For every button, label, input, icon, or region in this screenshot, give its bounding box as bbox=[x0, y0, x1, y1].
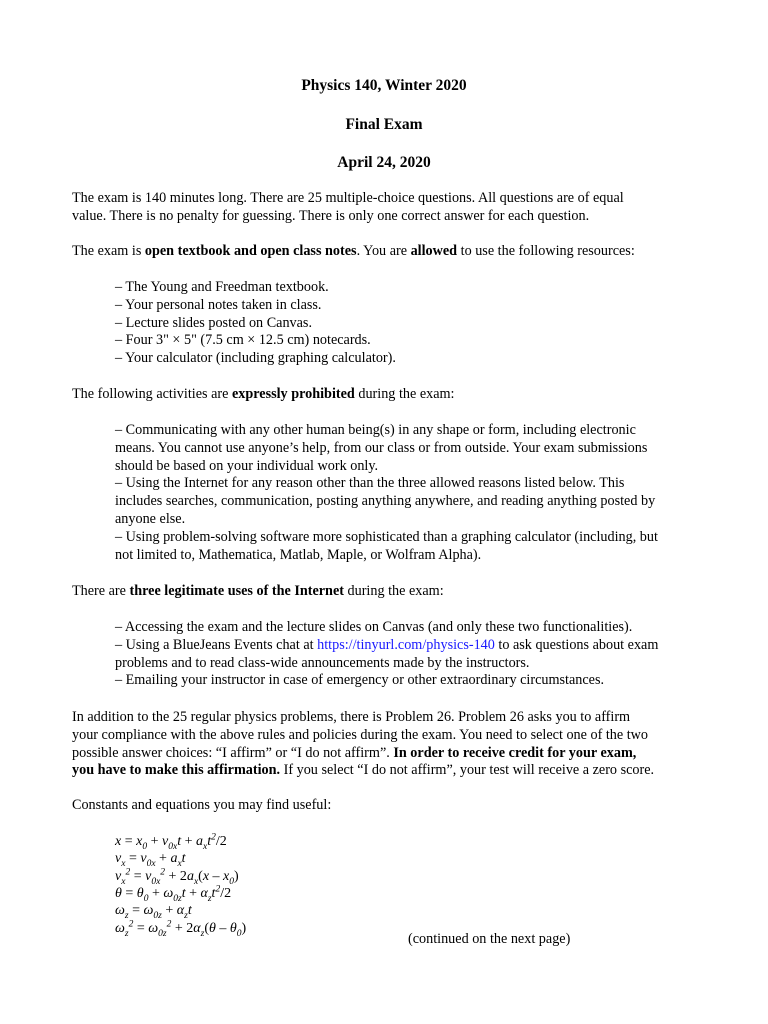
equation-velocity: $v_x = v_{0x} + a_xt$ bbox=[115, 851, 186, 869]
exam-date: April 24, 2020 bbox=[337, 154, 431, 171]
text: during the exam: bbox=[354, 386, 455, 402]
text: The following activities are bbox=[72, 386, 232, 402]
list-item: not limited to, Mathematica, Matlab, Maple, or Wolfram Alpha). bbox=[115, 546, 482, 563]
list-item: – Your personal notes taken in class. bbox=[115, 296, 322, 313]
text: If you select “I do not affirm”, your test will receive a zero score. bbox=[280, 762, 655, 779]
list-item: should be based on your individual work only. bbox=[115, 457, 379, 474]
affirm-line bbox=[72, 762, 702, 780]
course-title: Physics 140, Winter 2020 bbox=[301, 77, 467, 94]
equation-angular-velocity-squared: $\omega_z^2 = \omega_{0z}^2 + 2\alpha_z(\theta - \theta_0)$ bbox=[115, 919, 247, 939]
text: to ask questions about exam bbox=[494, 636, 659, 653]
bluejeans-link[interactable]: https://tinyurl.com/physics-140 bbox=[317, 636, 495, 653]
intro-line: value. There is no penalty for guessing. There is only one correct answer for each question. bbox=[72, 207, 590, 224]
list-item: – Your calculator (including graphing calculator). bbox=[115, 350, 396, 367]
list-item: means. You cannot use anyone’s help, from our class or from outside. Your exam submissions bbox=[115, 439, 648, 456]
list-item: – Accessing the exam and the lecture slides on Canvas (and only these two functionalities). bbox=[115, 619, 633, 635]
intro-paragraph bbox=[72, 190, 702, 226]
list-item: – Using the Internet for any reason other than the three allowed reasons listed below. This bbox=[115, 475, 625, 492]
text: The exam is bbox=[72, 243, 145, 259]
list-item: – Four 3" × 5" (7.5 cm × 12.5 cm) notecards. bbox=[115, 332, 371, 349]
internet-bold: three legitimate uses of the Internet bbox=[129, 583, 344, 599]
exam-title: Final Exam bbox=[345, 116, 423, 133]
list-item: – The Young and Freedman textbook. bbox=[115, 279, 329, 295]
list-item: – Emailing your instructor in case of emergency or other extraordinary circumstances. bbox=[115, 672, 605, 689]
resources-list bbox=[115, 279, 705, 368]
list-item bbox=[115, 637, 705, 655]
affirm-bold: In order to receive credit for your exam, bbox=[393, 744, 637, 761]
affirm-line: your compliance with the above rules and policies during the exam. You need to select one of the two bbox=[72, 726, 649, 743]
constants-heading: Constants and equations you may find useful: bbox=[72, 797, 332, 813]
list-item: – Using problem-solving software more sophisticated than a graphing calculator (including, but bbox=[115, 528, 658, 545]
equation-velocity-squared: $v_x^2 = v_{0x}^2 + 2a_x(x - x_0)$ bbox=[115, 867, 239, 887]
list-item: includes searches, communication, posting anything anywhere, and reading anything posted by bbox=[115, 493, 656, 510]
text: – Using a BlueJeans Events chat at bbox=[115, 636, 318, 653]
internet-list bbox=[115, 619, 705, 690]
prohibited-bold: expressly prohibited bbox=[231, 386, 355, 402]
list-item: problems and to read class-wide announcements made by the instructors. bbox=[115, 654, 530, 671]
text: There are bbox=[72, 583, 130, 599]
prohibited-list bbox=[115, 422, 705, 564]
internet-paragraph bbox=[72, 583, 702, 601]
text: during the exam: bbox=[343, 583, 444, 599]
text: . You are bbox=[356, 243, 411, 259]
equation-angular-velocity: $\omega_z = \omega_{0z} + \alpha_zt$ bbox=[115, 903, 192, 921]
continued-note: (continued on the next page) bbox=[408, 931, 571, 947]
intro-line: The exam is 140 minutes long. There are 25 multiple-choice questions. All questions are of equal bbox=[72, 190, 624, 206]
list-item: – Lecture slides posted on Canvas. bbox=[115, 314, 313, 331]
affirm-bold: you have to make this affirmation. bbox=[72, 762, 281, 779]
affirm-line bbox=[72, 745, 702, 763]
equation-position: $x = x_0 + v_{0x}t + a_xt^2/2$ bbox=[115, 832, 227, 852]
affirmation-paragraph bbox=[72, 709, 702, 780]
text: possible answer choices: “I affirm” or “I do not affirm”. bbox=[72, 744, 394, 761]
open-notes-bold: open textbook and open class notes bbox=[144, 243, 357, 259]
affirm-line: In addition to the 25 regular physics problems, there is Problem 26. Problem 26 asks you to affirm bbox=[72, 709, 631, 725]
equation-angle: $\theta = \theta_0 + \omega_{0z}t + \alpha_zt^2/2$ bbox=[115, 884, 232, 904]
prohibited-paragraph bbox=[72, 386, 702, 404]
resources-paragraph bbox=[72, 243, 702, 261]
text: to use the following resources: bbox=[457, 243, 635, 259]
allowed-bold: allowed bbox=[410, 243, 458, 259]
list-item: – Communicating with any other human being(s) in any shape or form, including electronic bbox=[115, 422, 636, 438]
list-item: anyone else. bbox=[115, 510, 186, 527]
